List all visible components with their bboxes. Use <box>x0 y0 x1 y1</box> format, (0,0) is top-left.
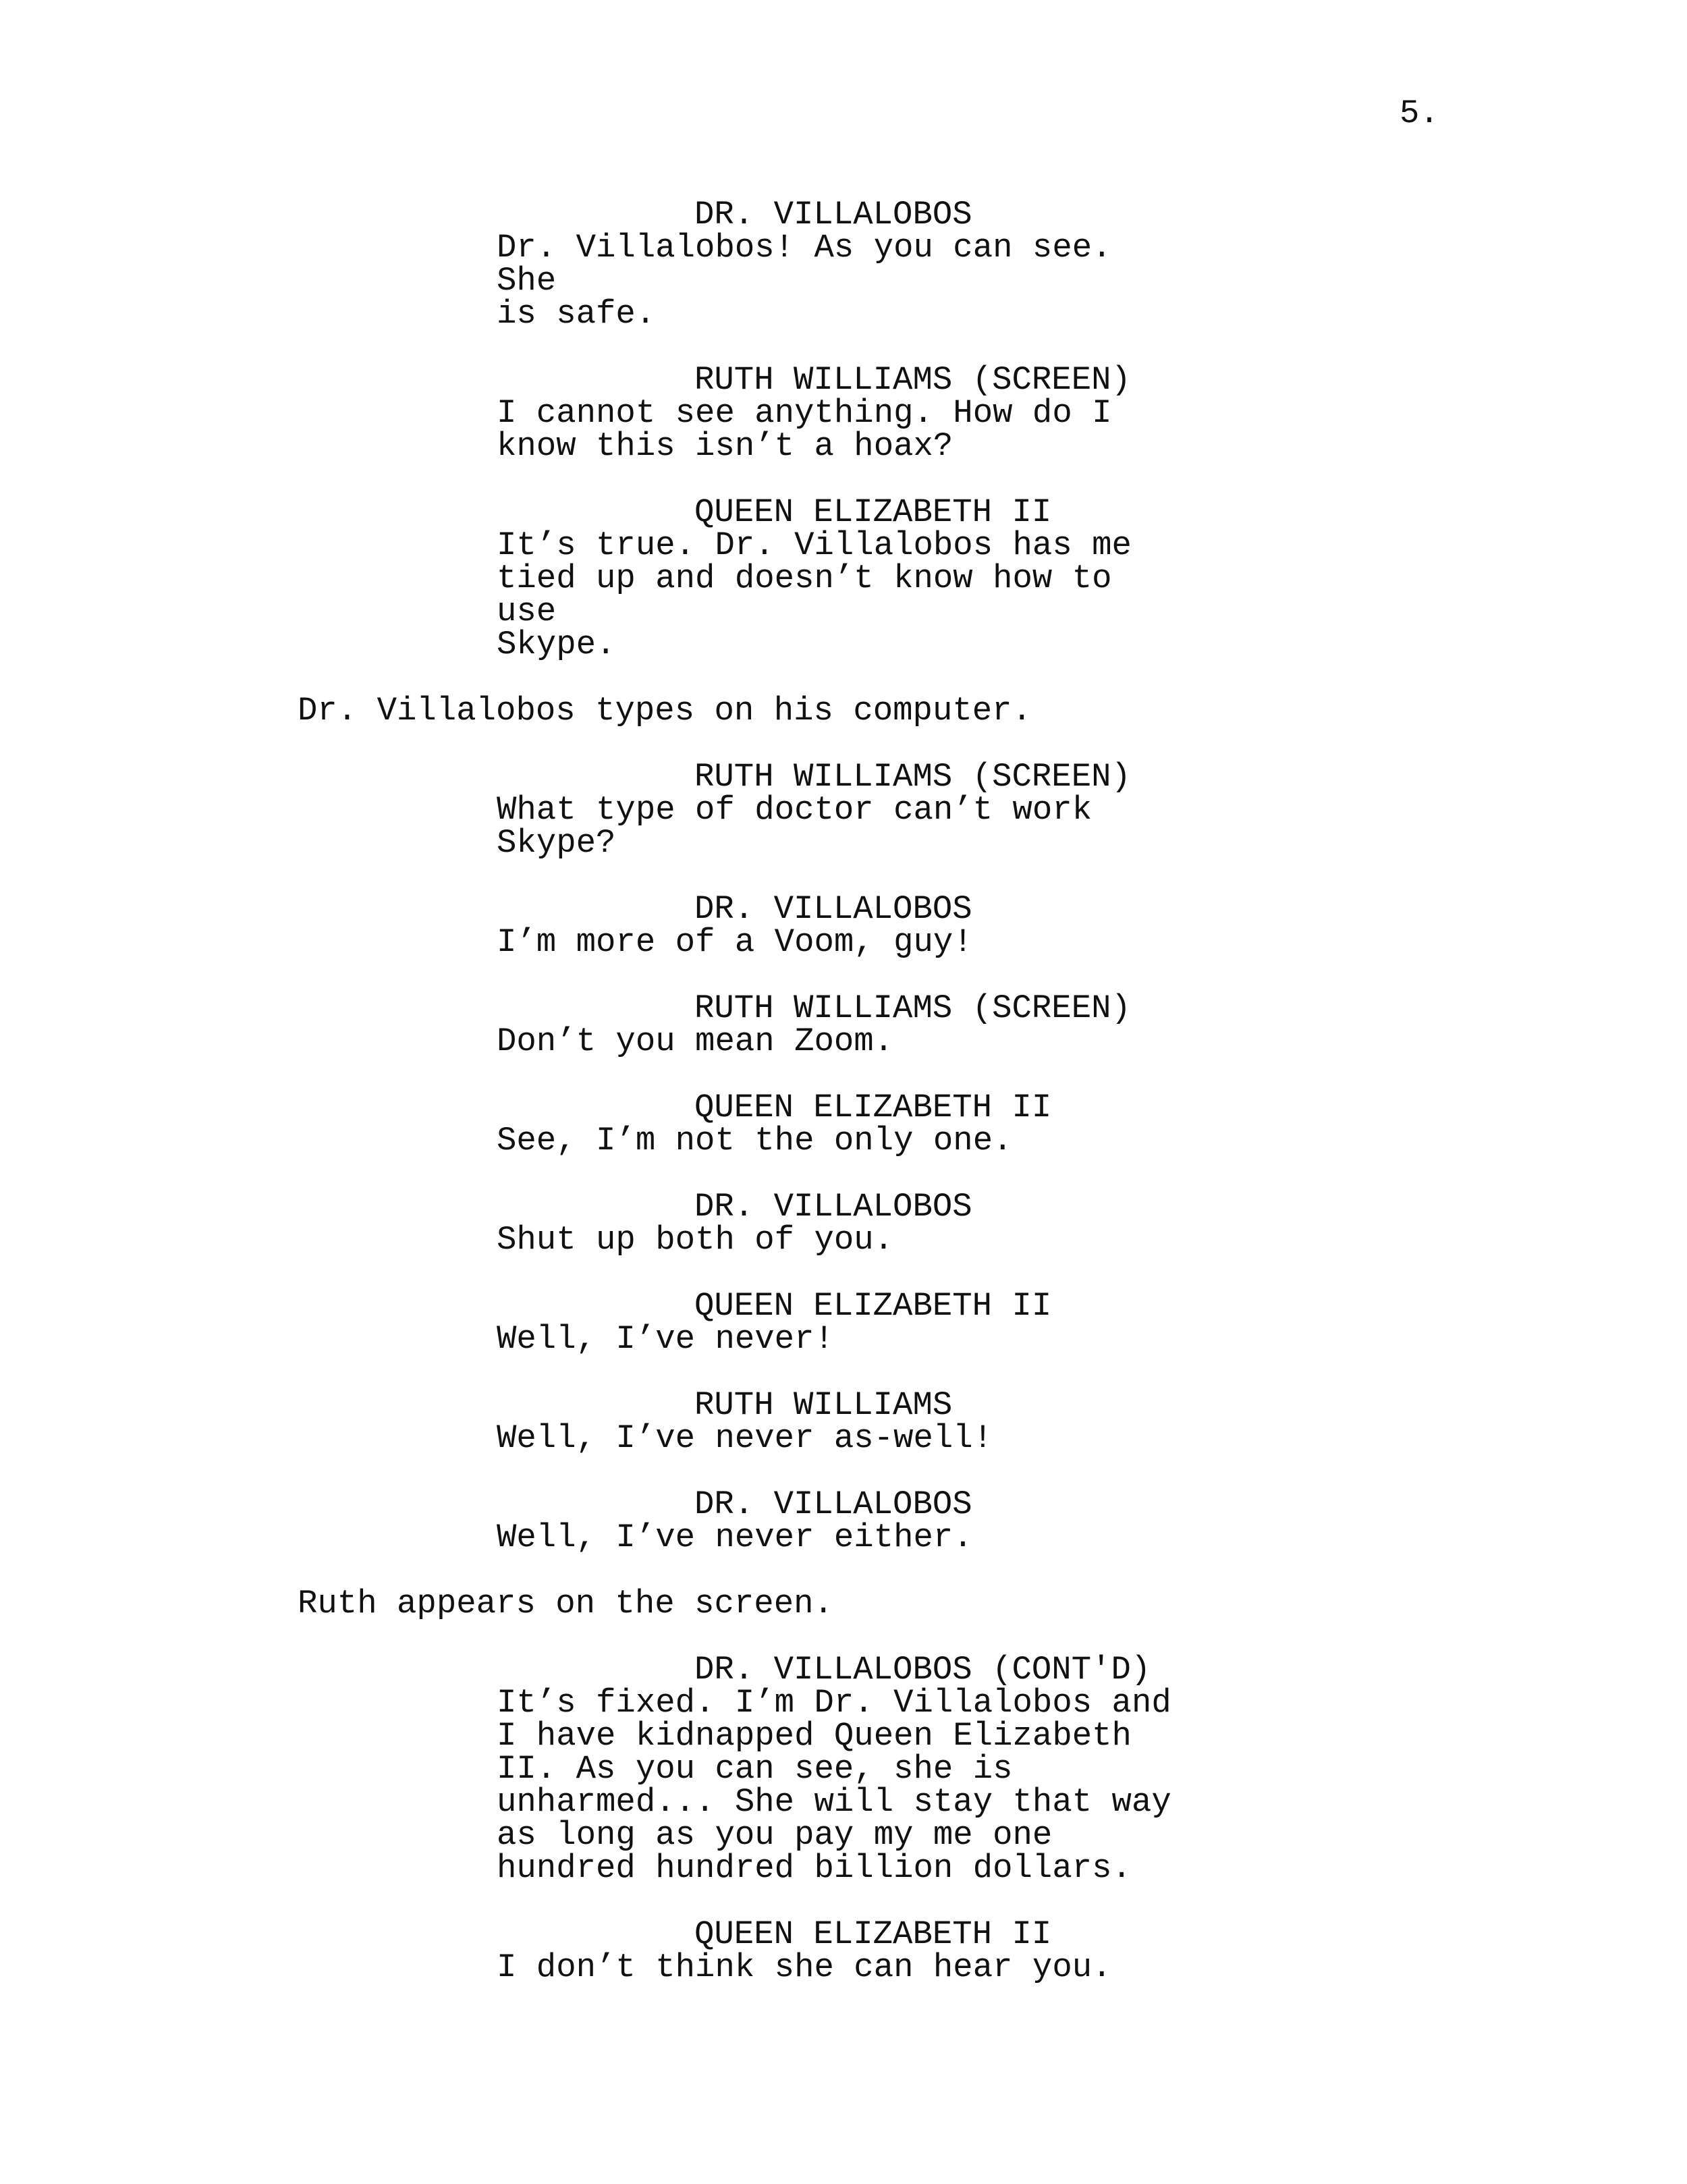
dialogue-text <box>0 1124 1178 1157</box>
dialogue-block <box>0 1091 1687 1157</box>
dialogue-line: Well, I’ve never as-well! <box>497 1419 993 1457</box>
dialogue-block <box>0 493 1687 663</box>
dialogue-text <box>0 231 1178 331</box>
dialogue-line: II. As you can see, she is <box>497 1750 1013 1788</box>
dialogue-text <box>0 1320 1178 1358</box>
dialogue-line: Skype? <box>497 824 616 862</box>
dialogue-line: Dr. Villalobos! As you can see. She <box>497 229 1132 300</box>
dialogue-text <box>0 526 1178 663</box>
dialogue-line: I’m more of a Voom, guy! <box>497 923 973 961</box>
action-line: Dr. Villalobos types on his computer. <box>298 692 1032 730</box>
action-line: Ruth appears on the screen. <box>298 1585 833 1622</box>
action-text <box>0 694 1445 728</box>
dialogue-line: as long as you pay my me one <box>497 1816 1053 1854</box>
dialogue-text <box>0 1521 1178 1554</box>
dialogue-block <box>0 1485 1687 1556</box>
character-name: DR. VILLALOBOS (CONT'D) <box>694 1651 1151 1689</box>
dialogue-line: I cannot see anything. How do I <box>497 394 1112 432</box>
dialogue-text <box>0 1022 1178 1060</box>
dialogue-line: Don’t you mean Zoom. <box>497 1022 894 1060</box>
dialogue-text <box>0 1948 1178 1986</box>
dialogue-text <box>0 1684 1178 1887</box>
action-text <box>0 1587 1445 1620</box>
dialogue-block <box>0 1651 1687 1887</box>
character-name: RUTH WILLIAMS <box>694 1386 953 1424</box>
dialogue-block <box>0 890 1687 961</box>
dialogue-block <box>0 989 1687 1060</box>
character-name: QUEEN ELIZABETH II <box>694 493 1052 531</box>
dialogue-block <box>0 1188 1687 1259</box>
character-name: DR. VILLALOBOS <box>694 890 972 928</box>
dialogue-line: I don’t think she can hear you. <box>497 1948 1112 1986</box>
dialogue-line: tied up and doesn’t know how to use <box>497 559 1132 630</box>
dialogue-line: know this isn’t a hoax? <box>497 427 953 465</box>
character-name: DR. VILLALOBOS <box>694 1188 972 1226</box>
dialogue-block <box>0 198 1687 331</box>
dialogue-block <box>0 1915 1687 1986</box>
dialogue-line: Skype. <box>497 626 616 663</box>
character-name: DR. VILLALOBOS <box>694 196 972 234</box>
character-name: QUEEN ELIZABETH II <box>694 1287 1052 1325</box>
character-name: DR. VILLALOBOS <box>694 1485 972 1523</box>
dialogue-line: hundred hundred billion dollars. <box>497 1849 1132 1887</box>
character-name: RUTH WILLIAMS (SCREEN) <box>694 989 1131 1027</box>
dialogue-text <box>0 791 1178 862</box>
page-number: 5. <box>1400 94 1439 132</box>
character-name: RUTH WILLIAMS (SCREEN) <box>694 758 1131 796</box>
character-name: RUTH WILLIAMS (SCREEN) <box>694 361 1131 399</box>
dialogue-line: See, I’m not the only one. <box>497 1122 1013 1159</box>
character-name: QUEEN ELIZABETH II <box>694 1915 1052 1953</box>
dialogue-text <box>0 1419 1178 1457</box>
dialogue-line: Shut up both of you. <box>497 1221 894 1259</box>
action-block <box>0 1587 1687 1620</box>
dialogue-line: It’s fixed. I’m Dr. Villalobos and <box>497 1684 1171 1722</box>
action-block <box>0 694 1687 728</box>
dialogue-text <box>0 1221 1178 1259</box>
dialogue-block <box>0 758 1687 862</box>
character-name: QUEEN ELIZABETH II <box>694 1089 1052 1126</box>
dialogue-line: is safe. <box>497 295 656 333</box>
dialogue-line: unharmed... She will stay that way <box>497 1783 1171 1821</box>
dialogue-line: What type of doctor can’t work <box>497 791 1093 829</box>
dialogue-block <box>0 1386 1687 1457</box>
dialogue-line: I have kidnapped Queen Elizabeth <box>497 1717 1132 1755</box>
dialogue-text <box>0 394 1178 465</box>
dialogue-line: Well, I’ve never! <box>497 1320 834 1358</box>
dialogue-block <box>0 361 1687 465</box>
dialogue-block <box>0 1287 1687 1358</box>
script-body <box>0 198 1687 2017</box>
dialogue-text <box>0 923 1178 961</box>
dialogue-line: Well, I’ve never either. <box>497 1519 973 1556</box>
dialogue-line: It’s true. Dr. Villalobos has me <box>497 526 1132 564</box>
